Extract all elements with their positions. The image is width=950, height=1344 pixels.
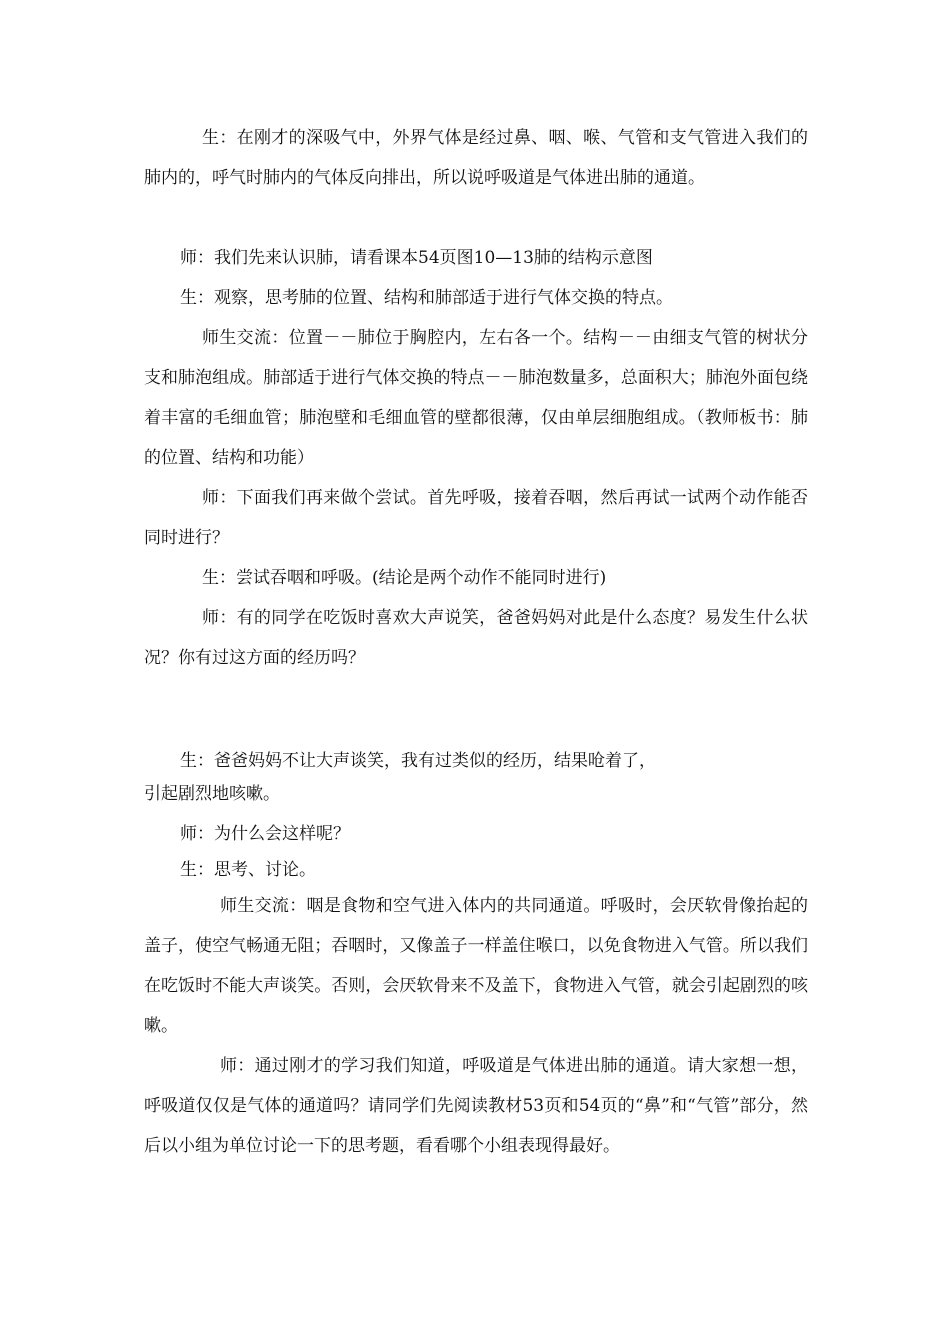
paragraph-3: 生：观察，思考肺的位置、结构和肺部适于进行气体交换的特点。: [180, 288, 673, 308]
paragraph-13: 师：通过刚才的学习我们知道，呼吸道是气体进出肺的通道。请大家想一想，呼吸道仅仅是气体的通道吗？请同学们先阅读教材53页和54页的“鼻”和“气管”部分，然后以小组为单位讨论一下的思考题，看看哪个小组表现得最好。: [144, 1056, 808, 1156]
paragraph-12: 师生交流：咽是食物和空气进入体内的共同通道。呼吸时，会厌软骨像抬起的盖子，使空气畅通无阻；吞咽时，又像盖子一样盖住喉口，以免食物进入气管。所以我们在吃饭时不能大声谈笑。否则，会厌软骨来不及盖下，食物进入气管，就会引起剧烈的咳嗽。: [144, 896, 808, 1036]
paragraph-9: 引起剧烈地咳嗽。: [144, 784, 280, 804]
paragraph-11: 生：思考、讨论。: [180, 860, 316, 880]
paragraph-1: 生：在刚才的深吸气中，外界气体是经过鼻、咽、喉、气管和支气管进入我们的肺内的，呼气时肺内的气体反向排出，所以说呼吸道是气体进出肺的通道。: [144, 128, 808, 188]
paragraph-8: 生：爸爸妈妈不让大声谈笑，我有过类似的经历，结果呛着了，: [180, 751, 656, 771]
paragraph-2: 师：我们先来认识肺，请看课本54页图10—13肺的结构示意图: [180, 248, 653, 268]
paragraph-5: 师：下面我们再来做个尝试。首先呼吸，接着吞咽，然后再试一试两个动作能否同时进行？: [144, 488, 808, 548]
paragraph-6: 生：尝试吞咽和呼吸。(结论是两个动作不能同时进行): [202, 568, 607, 588]
paragraph-4: 师生交流：位置－－肺位于胸腔内，左右各一个。结构－－由细支气管的树状分支和肺泡组成。肺部适于进行气体交换的特点－－肺泡数量多，总面积大；肺泡外面包绕着丰富的毛细血管；肺泡壁和毛细血管的壁都很薄，仅由单层细胞组成。（教师板书：肺的位置、结构和功能）: [144, 328, 808, 468]
paragraph-10: 师：为什么会这样呢？: [180, 824, 350, 844]
paragraph-7: 师：有的同学在吃饭时喜欢大声说笑，爸爸妈妈对此是什么态度？易发生什么状况？你有过这方面的经历吗？: [144, 608, 808, 668]
